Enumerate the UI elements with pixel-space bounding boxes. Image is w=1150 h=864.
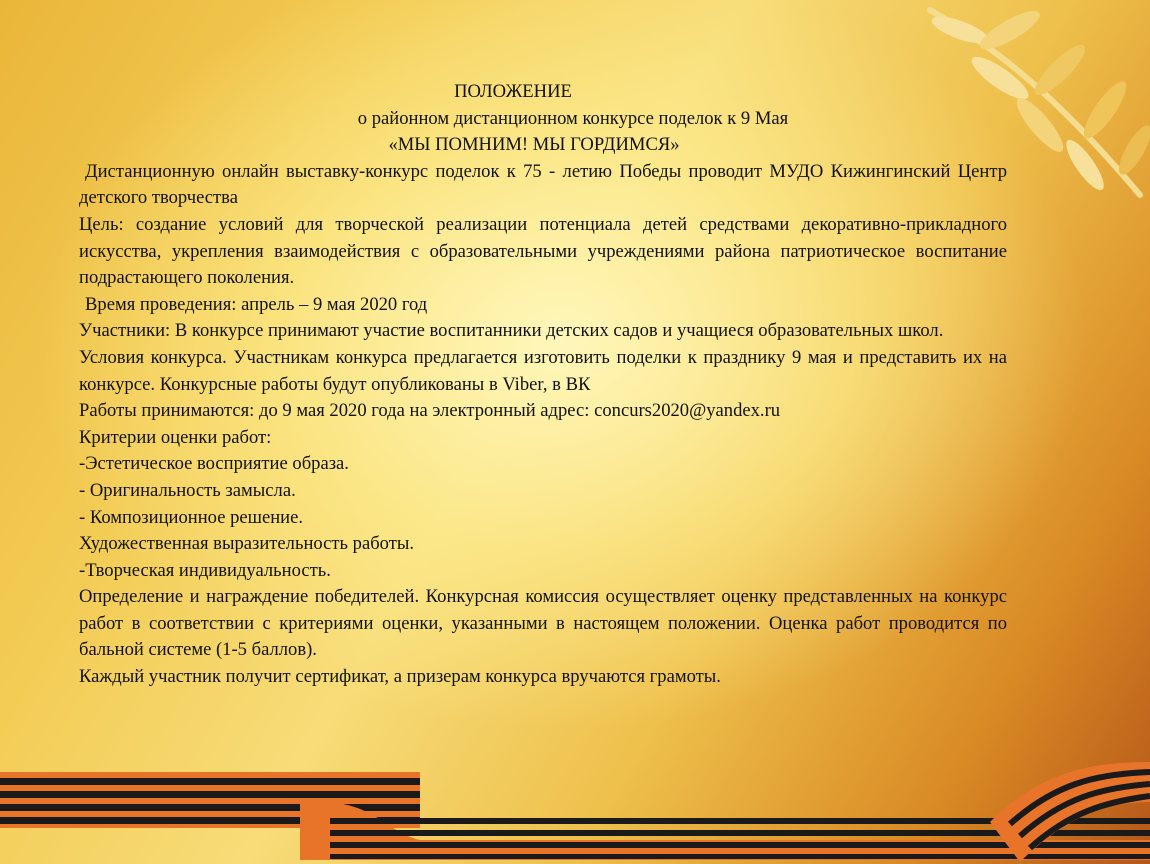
title-line-2: о районном дистанционном конкурсе поделок к 9 Мая xyxy=(357,107,789,129)
criteria-item: Художественная выразительность работы. xyxy=(79,533,414,555)
document-text xyxy=(79,79,1007,691)
goal-paragraph: Цель: создание условий для творческой реализации потенциала детей средствами декоративно-прикладного искусства, укрепления взаимодействия с образовательными учреждениями района патриотическое воспитание подрастающего поколения. xyxy=(79,213,1007,289)
criteria-item: -Эстетическое восприятие образа. xyxy=(79,453,349,475)
certificate-paragraph: Каждый участник получит сертификат, а призерам конкурса вручаются грамоты. xyxy=(79,666,721,688)
conditions-paragraph: Условия конкурса. Участникам конкурса предлагается изготовить поделки к празднику 9 мая и представить их на конкурсе. Конкурсные работы будут опубликованы в Viber, в ВК xyxy=(79,346,1007,395)
criteria-item: - Оригинальность замысла. xyxy=(79,479,296,501)
st-george-ribbon xyxy=(0,742,1150,864)
criteria-item: -Творческая индивидуальность. xyxy=(79,559,331,581)
intro-paragraph: Дистанционную онлайн выставку-конкурс поделок к 75 - летию Победы проводит МУДО Кижингинский Центр детского творчества xyxy=(79,160,1007,209)
title-line-3: «МЫ ПОМНИМ! МЫ ГОРДИМСЯ» xyxy=(388,134,680,156)
winners-paragraph: Определение и награждение победителей. Конкурсная комиссия осуществляет оценку представленных на конкурс работ в соответствии с критериями оценки, указанными в настоящем положении. Оценка работ проводится по бальной системе (1-5 баллов). xyxy=(79,586,1007,661)
criteria-title: Критерии оценки работ: xyxy=(79,426,272,448)
participants-paragraph: Участники: В конкурсе принимают участие воспитанники детских садов и учащиеся образовательных школ. xyxy=(79,320,944,342)
time-paragraph: Время проведения: апрель – 9 мая 2020 год xyxy=(85,293,428,315)
accepted-paragraph: Работы принимаются: до 9 мая 2020 года на электронный адрес: concurs2020@yandex.ru xyxy=(79,400,781,422)
criteria-item: - Композиционное решение. xyxy=(79,506,304,528)
title-line-1: ПОЛОЖЕНИЕ xyxy=(454,81,572,102)
